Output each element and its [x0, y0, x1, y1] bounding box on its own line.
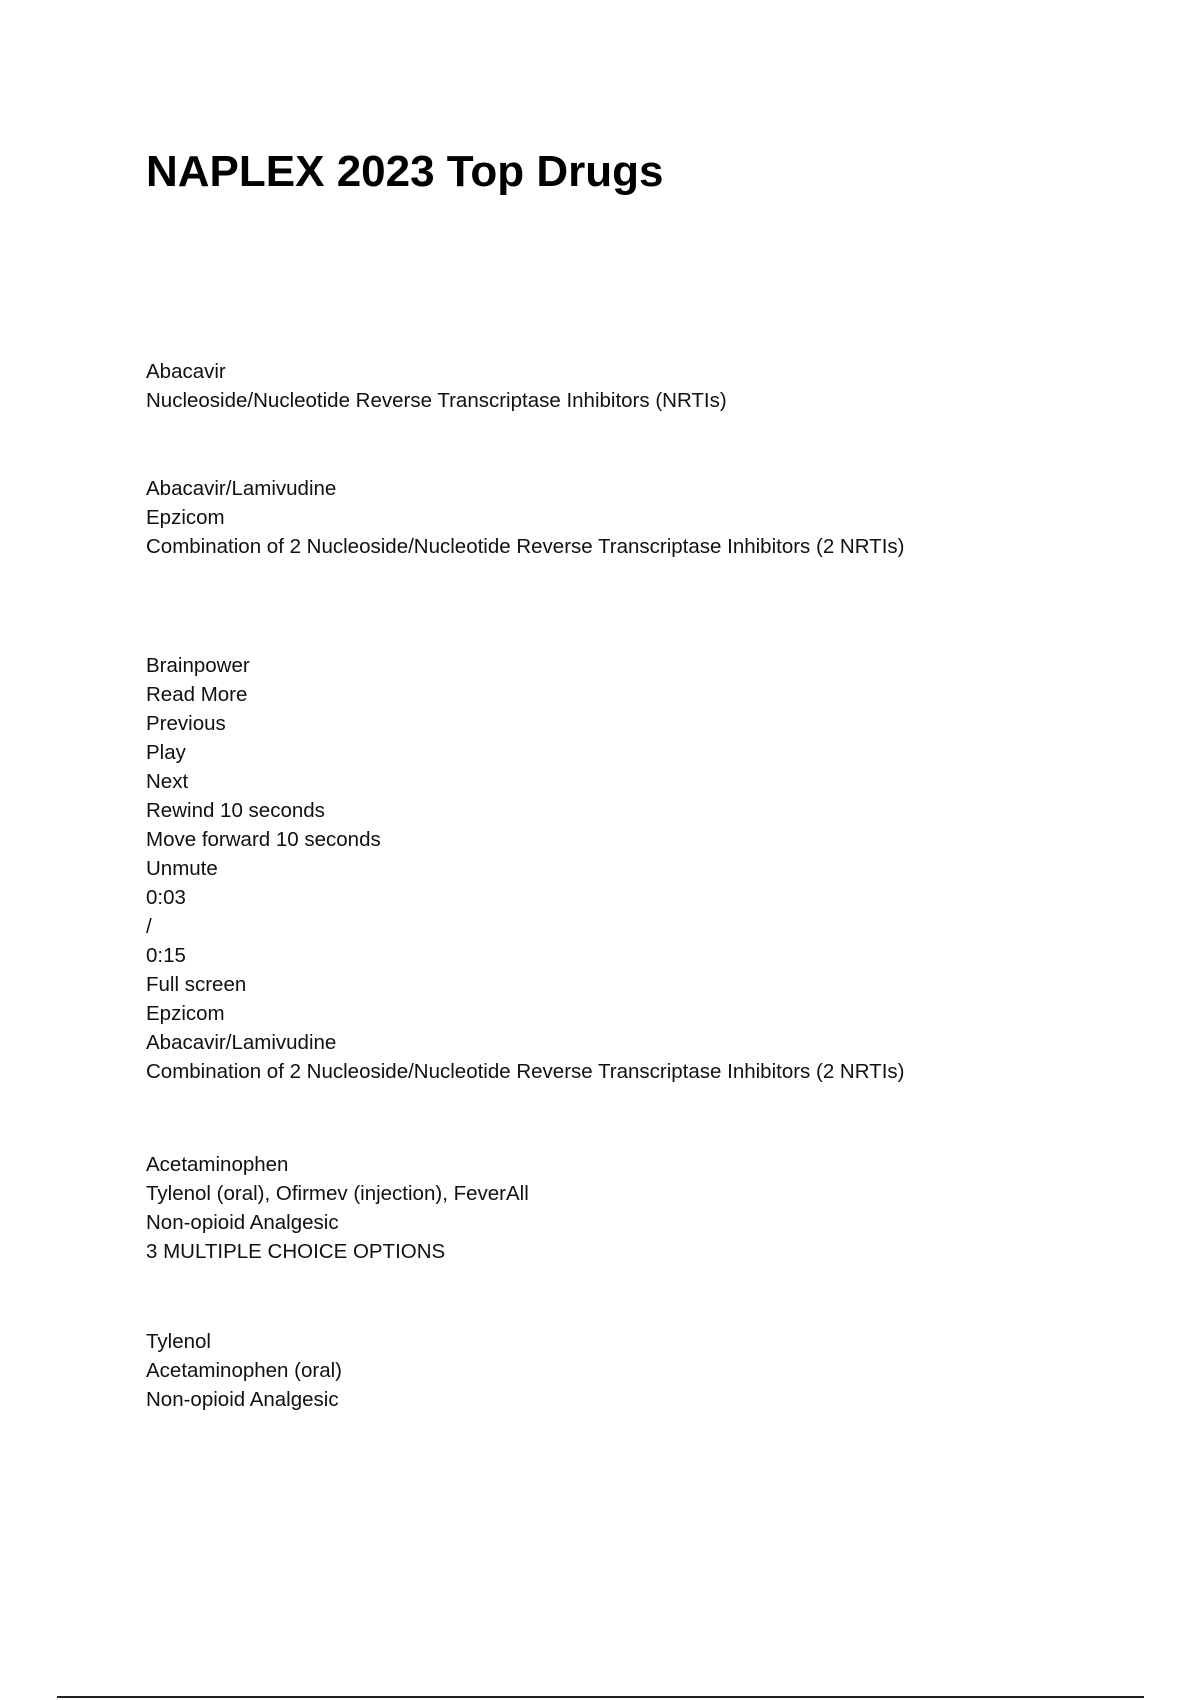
drug-name: Abacavir	[146, 360, 226, 383]
total-duration: 0:15	[146, 944, 186, 967]
video-title: Brainpower	[146, 654, 250, 677]
drug-class: Nucleoside/Nucleotide Reverse Transcriptase Inhibitors (NRTIs)	[146, 389, 727, 412]
choice-options-label: 3 MULTIPLE CHOICE OPTIONS	[146, 1240, 446, 1263]
drug-class: Combination of 2 Nucleoside/Nucleotide Reverse Transcriptase Inhibitors (2 NRTIs)	[146, 1060, 905, 1083]
generic-name: Acetaminophen (oral)	[146, 1359, 342, 1382]
full-screen-button[interactable]: Full screen	[146, 973, 247, 996]
brand-name: Epzicom	[146, 506, 225, 529]
current-time: 0:03	[146, 886, 186, 909]
next-button[interactable]: Next	[146, 770, 189, 793]
read-more-link[interactable]: Read More	[146, 683, 248, 706]
time-separator: /	[146, 915, 152, 938]
drug-name: Abacavir/Lamivudine	[146, 477, 337, 500]
page-title: NAPLEX 2023 Top Drugs	[146, 147, 664, 196]
media-player-text-block	[146, 651, 904, 1086]
drug-entry-abacavir-lamivudine	[146, 474, 904, 561]
footer-divider	[57, 1696, 1144, 1698]
drug-name: Abacavir/Lamivudine	[146, 1031, 337, 1054]
unmute-button[interactable]: Unmute	[146, 857, 218, 880]
brand-name: Tylenol	[146, 1330, 211, 1353]
play-button[interactable]: Play	[146, 741, 186, 764]
forward-button[interactable]: Move forward 10 seconds	[146, 828, 381, 851]
drug-entry-acetaminophen	[146, 1150, 529, 1266]
drug-class: Combination of 2 Nucleoside/Nucleotide Reverse Transcriptase Inhibitors (2 NRTIs)	[146, 535, 905, 558]
drug-name: Acetaminophen	[146, 1153, 289, 1176]
drug-class: Non-opioid Analgesic	[146, 1211, 339, 1234]
drug-class: Non-opioid Analgesic	[146, 1388, 339, 1411]
brand-names: Tylenol (oral), Ofirmev (injection), FeverAll	[146, 1182, 529, 1205]
drug-entry-tylenol	[146, 1327, 342, 1414]
previous-button[interactable]: Previous	[146, 712, 226, 735]
rewind-button[interactable]: Rewind 10 seconds	[146, 799, 325, 822]
brand-name: Epzicom	[146, 1002, 225, 1025]
drug-entry-abacavir	[146, 357, 727, 415]
